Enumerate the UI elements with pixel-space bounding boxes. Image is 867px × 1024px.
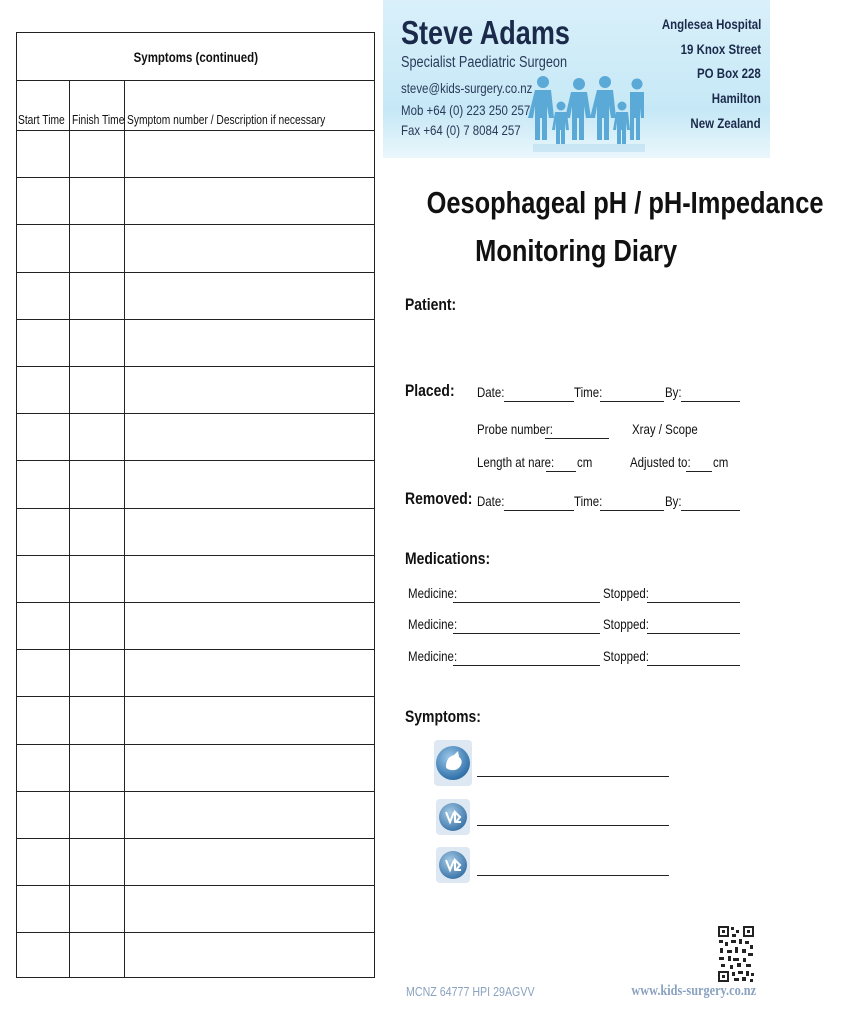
table-row[interactable]: [17, 697, 374, 744]
stopped-label: Stopped:: [603, 616, 649, 632]
table-row[interactable]: [17, 792, 374, 839]
table-header-row: [17, 81, 374, 131]
removed-by-label: By:: [665, 493, 682, 509]
removed-time-label: Time:: [574, 493, 603, 509]
doctor-header-card: [383, 0, 770, 158]
table-row[interactable]: [17, 603, 374, 650]
header-description: Symptom number / Description if necessary: [127, 113, 326, 127]
medicine-field[interactable]: [453, 633, 600, 634]
family-silhouette-icon: [525, 72, 645, 158]
placed-label: Placed:: [405, 381, 455, 400]
form-title-line2: Monitoring Diary: [475, 233, 678, 268]
placed-date-field[interactable]: [504, 401, 574, 402]
medicine-field[interactable]: [453, 665, 600, 666]
address-line: PO Box 228: [697, 65, 761, 81]
symptom-1-field[interactable]: [477, 776, 669, 777]
header-start-time: Start Time: [18, 113, 65, 127]
table-row[interactable]: [17, 745, 374, 792]
medications-label: Medications:: [405, 549, 491, 568]
placed-by-field[interactable]: [681, 401, 740, 402]
stopped-field[interactable]: [647, 602, 740, 603]
probe-number-field[interactable]: [545, 438, 609, 439]
medicine-field[interactable]: [453, 602, 600, 603]
table-title: Symptoms (continued): [17, 33, 374, 81]
stopped-label: Stopped:: [603, 585, 649, 601]
doctor-fax: Fax +64 (0) 7 8084 257: [401, 122, 521, 138]
table-row[interactable]: [17, 933, 374, 980]
length-at-nare-field[interactable]: [546, 471, 576, 472]
table-row[interactable]: [17, 839, 374, 886]
length-at-nare-label: Length at nare:: [477, 454, 555, 470]
placed-date-label: Date:: [477, 384, 505, 400]
symptom-2-field[interactable]: [477, 825, 669, 826]
table-row[interactable]: [17, 367, 374, 414]
patient-label: Patient:: [405, 295, 457, 314]
table-row[interactable]: [17, 414, 374, 461]
medicine-label: Medicine:: [408, 648, 458, 664]
address-line: Hamilton: [711, 90, 761, 106]
medicine-label: Medicine:: [408, 616, 458, 632]
probe-number-label: Probe number:: [477, 421, 553, 437]
adjusted-unit: cm: [713, 454, 729, 470]
removed-label: Removed:: [405, 489, 473, 508]
table-row[interactable]: [17, 509, 374, 556]
symptoms-label: Symptoms:: [405, 707, 481, 726]
doctor-name: Steve Adams: [401, 14, 570, 51]
symptom-button-icon[interactable]: [435, 798, 471, 836]
table-row[interactable]: [17, 556, 374, 603]
adjusted-to-label: Adjusted to:: [630, 454, 691, 470]
placed-by-label: By:: [665, 384, 682, 400]
table-row[interactable]: [17, 886, 374, 933]
header-finish-time: Finish Time: [72, 113, 125, 127]
removed-by-field[interactable]: [681, 510, 740, 511]
symptom-button-icon[interactable]: [435, 846, 471, 884]
website-link[interactable]: www.kids-surgery.co.nz: [631, 983, 756, 999]
removed-time-field[interactable]: [600, 510, 664, 511]
doctor-email[interactable]: steve@kids-surgery.co.nz: [401, 80, 533, 96]
address-line: Anglesea Hospital: [661, 16, 761, 32]
stopped-field[interactable]: [647, 665, 740, 666]
table-row[interactable]: [17, 320, 374, 367]
table-row[interactable]: [17, 650, 374, 697]
table-row[interactable]: [17, 273, 374, 320]
medicine-label: Medicine:: [408, 585, 458, 601]
removed-date-label: Date:: [477, 493, 505, 509]
table-row[interactable]: [17, 131, 374, 178]
xray-scope-label: Xray / Scope: [632, 421, 698, 437]
stopped-field[interactable]: [647, 633, 740, 634]
registration-numbers: MCNZ 64777 HPI 29AGVV: [406, 984, 535, 999]
placed-time-field[interactable]: [600, 401, 664, 402]
address-line: 19 Knox Street: [680, 41, 761, 57]
stopped-label: Stopped:: [603, 648, 649, 664]
symptom-3-field[interactable]: [477, 875, 669, 876]
form-title-line1: Oesophageal pH / pH-Impedance: [426, 185, 824, 220]
address-line: New Zealand: [690, 115, 761, 131]
removed-date-field[interactable]: [504, 510, 574, 511]
qr-code-icon: [717, 925, 755, 983]
table-row[interactable]: [17, 178, 374, 225]
symptom-button-icon[interactable]: [433, 739, 473, 787]
symptoms-continued-table: [16, 32, 375, 978]
table-row[interactable]: [17, 461, 374, 508]
length-unit: cm: [577, 454, 593, 470]
doctor-mobile: Mob +64 (0) 223 250 257: [401, 102, 531, 118]
placed-time-label: Time:: [574, 384, 603, 400]
adjusted-to-field[interactable]: [686, 471, 712, 472]
table-row[interactable]: [17, 225, 374, 272]
doctor-title: Specialist Paediatric Surgeon: [401, 54, 568, 71]
